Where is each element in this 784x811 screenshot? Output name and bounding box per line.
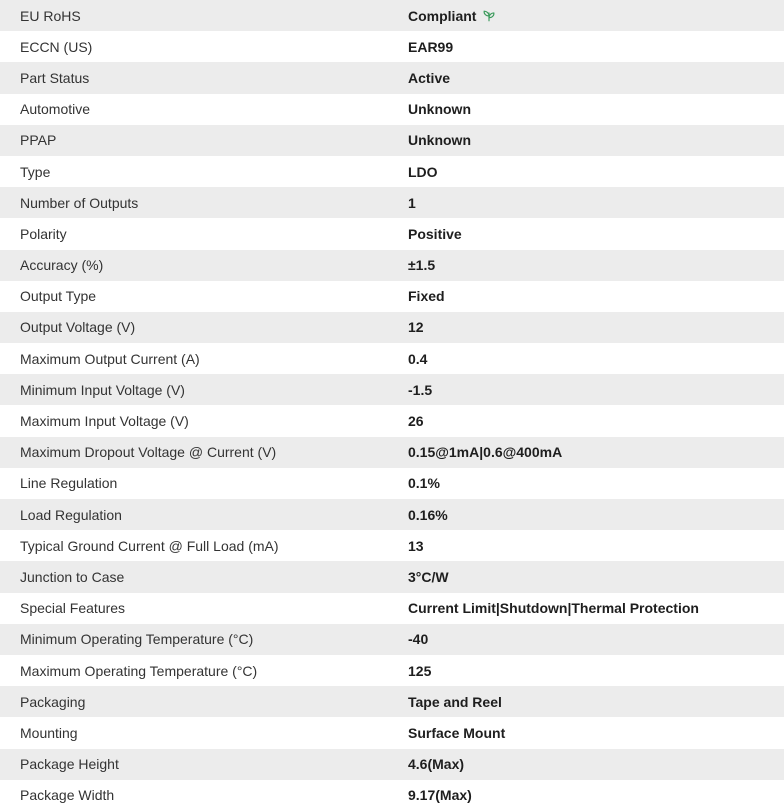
spec-value: LDO [408, 156, 784, 187]
spec-row [0, 561, 784, 592]
spec-row [0, 125, 784, 156]
spec-row [0, 468, 784, 499]
spec-row [0, 624, 784, 655]
spec-label: Type [0, 156, 408, 187]
spec-label: Minimum Operating Temperature (°C) [0, 624, 408, 655]
spec-label: Packaging [0, 686, 408, 717]
spec-row [0, 218, 784, 249]
spec-label: Package Width [0, 780, 408, 811]
spec-row [0, 717, 784, 748]
spec-label: Output Type [0, 281, 408, 312]
spec-label: Maximum Operating Temperature (°C) [0, 655, 408, 686]
spec-label: Polarity [0, 218, 408, 249]
spec-row [0, 31, 784, 62]
spec-label: Accuracy (%) [0, 250, 408, 281]
spec-row [0, 405, 784, 436]
spec-label: Load Regulation [0, 499, 408, 530]
spec-value: Unknown [408, 94, 784, 125]
spec-row [0, 312, 784, 343]
spec-row [0, 593, 784, 624]
spec-row [0, 250, 784, 281]
spec-row [0, 780, 784, 811]
spec-label: ECCN (US) [0, 31, 408, 62]
spec-row [0, 374, 784, 405]
spec-value: 125 [408, 655, 784, 686]
spec-value: Active [408, 62, 784, 93]
spec-label: Mounting [0, 717, 408, 748]
spec-row [0, 686, 784, 717]
spec-label: PPAP [0, 125, 408, 156]
spec-value: Unknown [408, 125, 784, 156]
spec-row-eu-rohs [0, 0, 784, 31]
spec-label: Line Regulation [0, 468, 408, 499]
spec-label: EU RoHS [0, 0, 408, 31]
spec-value: 3°C/W [408, 561, 784, 592]
spec-row [0, 499, 784, 530]
spec-value: 9.17(Max) [408, 780, 784, 811]
spec-row [0, 655, 784, 686]
spec-row [0, 749, 784, 780]
spec-value: 12 [408, 312, 784, 343]
spec-value: ±1.5 [408, 250, 784, 281]
spec-label: Number of Outputs [0, 187, 408, 218]
leaf-icon [482, 9, 496, 23]
spec-row [0, 343, 784, 374]
spec-row [0, 437, 784, 468]
spec-value: Fixed [408, 281, 784, 312]
spec-label: Junction to Case [0, 561, 408, 592]
spec-value: 0.16% [408, 499, 784, 530]
spec-value: Tape and Reel [408, 686, 784, 717]
spec-row [0, 187, 784, 218]
spec-label: Part Status [0, 62, 408, 93]
spec-label: Special Features [0, 593, 408, 624]
spec-label: Typical Ground Current @ Full Load (mA) [0, 530, 408, 561]
spec-row [0, 530, 784, 561]
spec-value: 0.15@1mA|0.6@400mA [408, 437, 784, 468]
spec-value-cell [408, 0, 784, 31]
spec-value: 26 [408, 405, 784, 436]
spec-value: Surface Mount [408, 717, 784, 748]
spec-value: -1.5 [408, 374, 784, 405]
spec-value: -40 [408, 624, 784, 655]
spec-value: 0.1% [408, 468, 784, 499]
spec-row [0, 156, 784, 187]
spec-row [0, 62, 784, 93]
spec-row [0, 94, 784, 125]
spec-value: Current Limit|Shutdown|Thermal Protection [408, 593, 784, 624]
spec-label: Maximum Dropout Voltage @ Current (V) [0, 437, 408, 468]
spec-value: 13 [408, 530, 784, 561]
spec-value: EAR99 [408, 31, 784, 62]
spec-row [0, 281, 784, 312]
spec-label: Output Voltage (V) [0, 312, 408, 343]
spec-label: Maximum Output Current (A) [0, 343, 408, 374]
spec-value: 1 [408, 187, 784, 218]
spec-value: 4.6(Max) [408, 749, 784, 780]
spec-label: Package Height [0, 749, 408, 780]
spec-value: Compliant [408, 7, 477, 24]
spec-label: Minimum Input Voltage (V) [0, 374, 408, 405]
spec-label: Maximum Input Voltage (V) [0, 405, 408, 436]
spec-value: 0.4 [408, 343, 784, 374]
spec-label: Automotive [0, 94, 408, 125]
spec-value: Positive [408, 218, 784, 249]
